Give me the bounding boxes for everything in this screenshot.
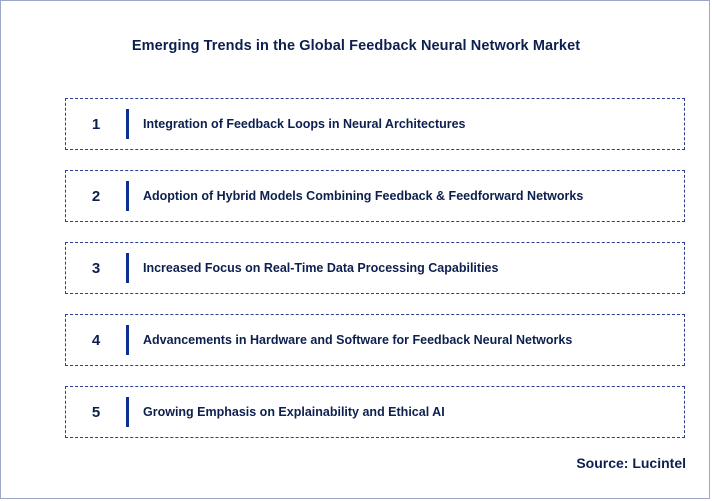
trend-label: Growing Emphasis on Explainability and Ethical AI	[143, 404, 445, 419]
list-item[interactable]	[65, 314, 685, 366]
trend-number: 5	[91, 403, 101, 421]
list-item[interactable]	[65, 98, 685, 150]
page-title: Emerging Trends in the Global Feedback Neural Network Market	[131, 38, 581, 54]
trend-label: Increased Focus on Real-Time Data Processing Capabilities	[143, 260, 499, 275]
list-item[interactable]	[65, 242, 685, 294]
trend-label: Advancements in Hardware and Software for Feedback Neural Networks	[143, 332, 573, 347]
trend-number: 2	[91, 187, 101, 205]
trend-number: 1	[91, 115, 101, 133]
trend-number: 4	[91, 331, 101, 349]
trend-label: Adoption of Hybrid Models Combining Feedback & Feedforward Networks	[143, 188, 584, 203]
source-attribution: Source: Lucintel	[576, 455, 686, 471]
trend-number: 3	[91, 259, 101, 277]
trend-label: Integration of Feedback Loops in Neural Architectures	[143, 116, 466, 131]
list-item[interactable]	[65, 386, 685, 438]
trend-list	[65, 98, 685, 438]
list-item[interactable]	[65, 170, 685, 222]
